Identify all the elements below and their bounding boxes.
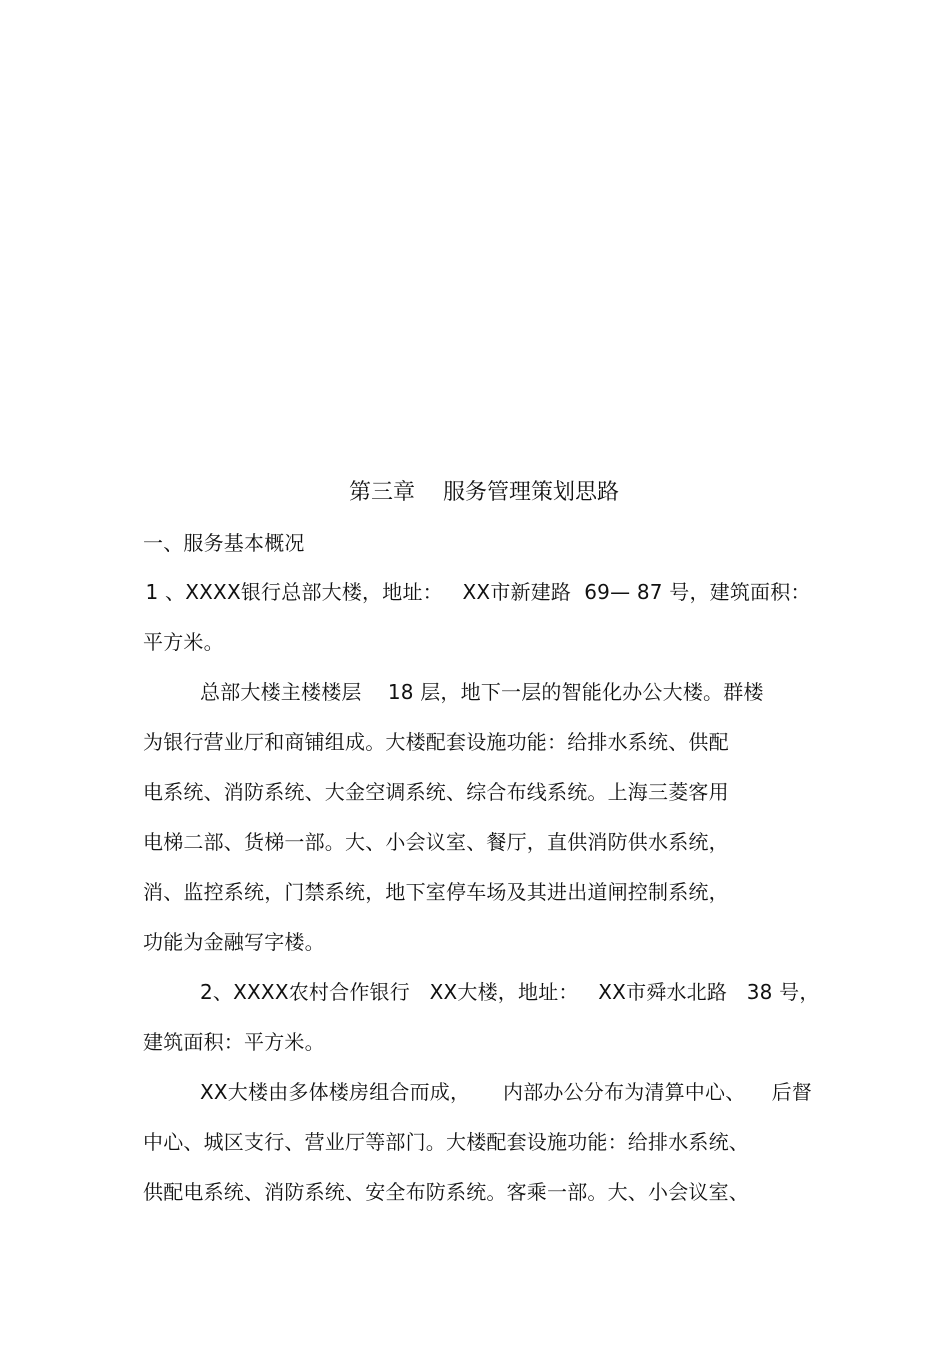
para1-line3: 电系统、消防系统、大金空调系统、综合布线系统。上海三菱客用 xyxy=(143,780,729,804)
para2-line1: XX大楼由多体楼房组合而成， 内部办公分布为清算中心、 后督 xyxy=(200,1080,813,1104)
section-heading: 一、服务基本概况 xyxy=(143,531,305,555)
para2-line2: 中心、城区支行、营业厅等部门。大楼配套设施功能：给排水系统、 xyxy=(143,1130,749,1154)
para1-line1: 总部大楼主楼楼层 18 层，地下一层的智能化办公大楼。群楼 xyxy=(200,680,764,704)
para2-line3: 供配电系统、消防系统、安全布防系统。客乘一部。大、小会议室、 xyxy=(143,1180,749,1204)
chapter-title: 第三章 服务管理策划思路 xyxy=(349,480,619,505)
para1-line5: 消、监控系统，门禁系统，地下室停车场及其进出道闸控制系统， xyxy=(143,880,729,904)
item2-line1: 2、XXXX农村合作银行 XX大楼，地址： XX市舜水北路 38 号， xyxy=(200,980,820,1004)
item1-line1: 1 、XXXX银行总部大楼，地址： XX市新建路 69— 87 号，建筑面积： xyxy=(139,580,811,604)
item2-line2: 建筑面积：平方米。 xyxy=(143,1030,325,1054)
para1-line6: 功能为金融写字楼。 xyxy=(143,930,325,954)
para1-line2: 为银行营业厅和商铺组成。大楼配套设施功能：给排水系统、供配 xyxy=(143,730,729,754)
para1-line4: 电梯二部、货梯一部。大、小会议室、餐厅，直供消防供水系统， xyxy=(143,830,729,854)
item1-line2: 平方米。 xyxy=(143,630,224,654)
